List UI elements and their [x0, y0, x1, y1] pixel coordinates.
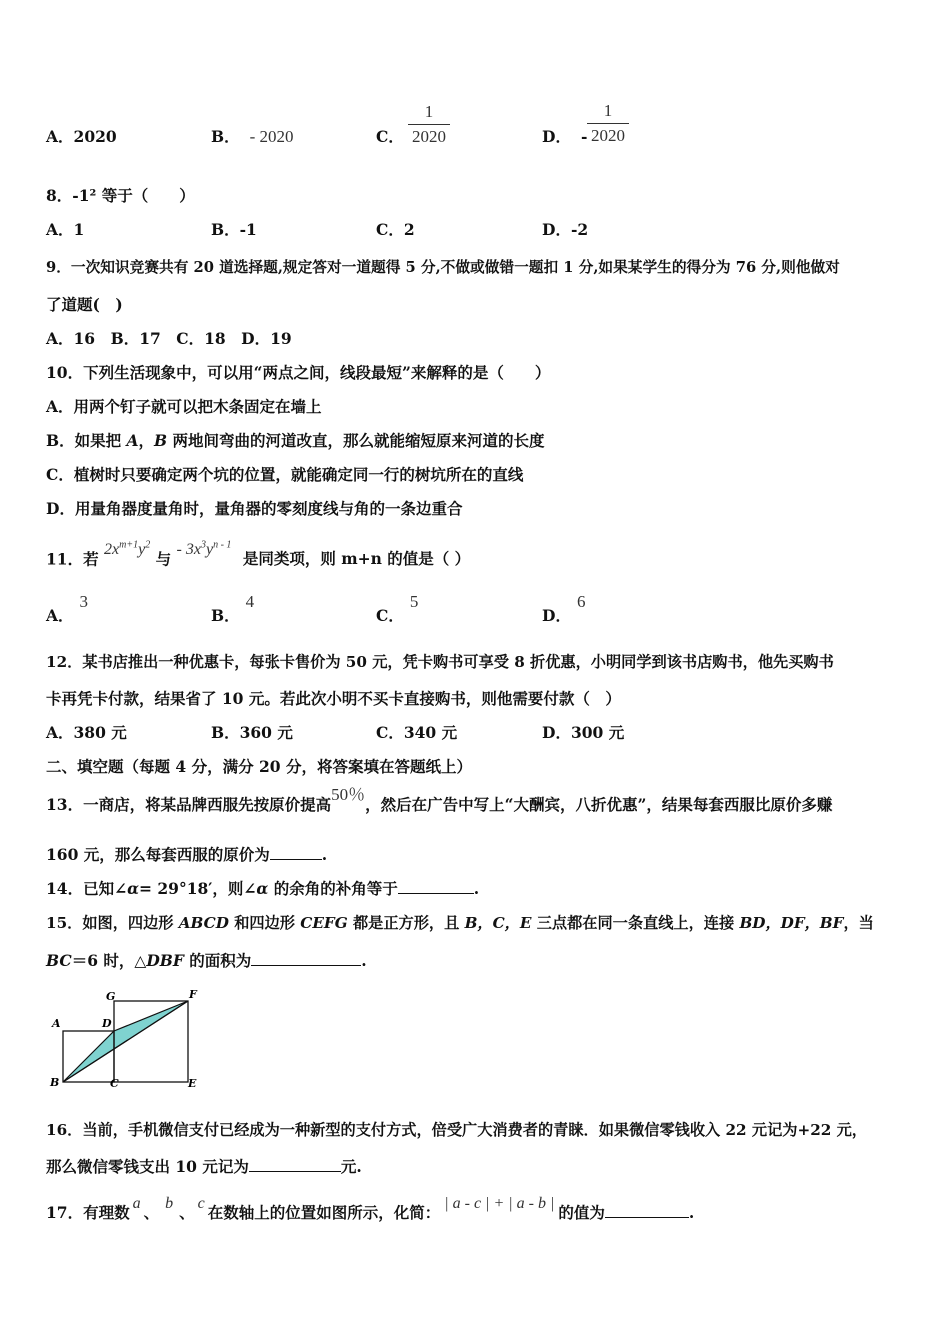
exponent: 3: [200, 540, 206, 551]
q11-option-a: [46, 592, 89, 626]
answer-blank[interactable]: [605, 1203, 689, 1218]
option-value: 5: [409, 592, 419, 611]
abs-expression: | a - c | + | a - b |: [444, 1195, 555, 1212]
q12-option-c: C．340 元: [376, 723, 458, 742]
label-g: G: [106, 990, 116, 1003]
option-value: 4: [245, 592, 255, 611]
option-value: 2020: [73, 127, 117, 146]
q8-option-b: B．-1: [211, 220, 257, 239]
text: 15．如图，四边形: [46, 914, 179, 932]
q8-option-c: C．2: [376, 220, 415, 239]
q10-stem: 10．下列生活现象中，可以用“两点之间，线段最短”来解释的是（ ）: [46, 363, 551, 382]
answer-blank[interactable]: [251, 951, 361, 966]
var-b: b: [165, 1195, 174, 1212]
label-f: F: [189, 988, 197, 1001]
text: B．如果把: [46, 431, 127, 450]
q16-stem-line2: [46, 1157, 362, 1177]
q10-option-b: [46, 431, 545, 451]
text: ，: [138, 431, 155, 450]
label-c: C: [110, 1077, 119, 1090]
q8-stem: 8．-1² 等于（ ）: [46, 186, 195, 205]
term1-y: y: [138, 541, 146, 559]
answer-blank[interactable]: [398, 879, 474, 894]
text: 、: [179, 1203, 195, 1222]
label-a: A: [52, 1017, 61, 1030]
segments: BD，DF，BF: [739, 914, 844, 932]
text: ＝6 时，△: [71, 951, 147, 970]
q11-stem: [46, 540, 471, 570]
exponent: m+1: [119, 540, 139, 551]
q12-option-a: A．380 元: [46, 723, 127, 742]
text: 的值为: [558, 1203, 605, 1222]
q15-stem-line1: [46, 913, 874, 933]
unit-text: 元.: [340, 1157, 362, 1176]
q9-stem-line1: 9．一次知识竞赛共有 20 道选择题,规定答对一道题得 5 分,不做或做错一题扣 1 分,如果某学生的得分为 76 分,则他做对: [46, 259, 840, 276]
segment-bf: [63, 1001, 188, 1082]
fraction-bar: [408, 124, 450, 125]
q13-stem-line2: [46, 845, 327, 865]
q13-stem-line1: [46, 785, 833, 815]
var-c: c: [197, 1195, 205, 1212]
answer-blank[interactable]: [270, 845, 322, 860]
q17-stem: [46, 1195, 695, 1224]
label-d: D: [102, 1017, 112, 1030]
q7-option-c-fraction: [408, 101, 450, 148]
triangle-dbf: DBF: [146, 951, 184, 970]
option-label: C．: [376, 606, 404, 625]
q11-option-d: [542, 592, 586, 626]
term2-y: y: [205, 541, 214, 559]
section-heading: 二、填空题（每题 4 分，满分 20 分，将答案填在答题纸上）: [46, 757, 472, 776]
text: 都是正方形，且: [347, 914, 465, 932]
option-value: 6: [576, 592, 586, 611]
text: 在数轴上的位置如图所示，化简：: [207, 1203, 441, 1222]
q7-option-d-fraction: [587, 100, 629, 147]
option-value: - 2020: [249, 127, 294, 146]
quad-abcd: ABCD: [178, 914, 229, 932]
q11-option-c: [376, 592, 419, 626]
numerator: 1: [424, 102, 434, 121]
text: 三点都在同一条直线上，连接: [531, 914, 740, 932]
denominator: 2020: [412, 127, 446, 146]
text: = 29°18′，则∠: [139, 879, 257, 898]
q9-options: A．16 B．17 C．18 D．19: [46, 329, 292, 348]
q12-stem-line2: 卡再凭卡付款，结果省了 10 元。若此次小明不买卡直接购书，则他需要付款（ ）: [46, 689, 621, 708]
text: ，然后在广告中写上“大酬宾，八折优惠”，结果每套西服比原价多赚: [365, 795, 833, 814]
text: .: [688, 1203, 695, 1222]
option-label: A．: [46, 606, 74, 625]
var-a: a: [132, 1195, 141, 1212]
answer-blank[interactable]: [249, 1157, 341, 1172]
q7-option-a: [46, 127, 117, 147]
q16-stem-line1: 16．当前，手机微信支付已经成为一种新型的支付方式，倍受广大消费者的青睐．如果微信零钱收入 22 元记为+22 元，: [46, 1121, 867, 1139]
text: 两地间弯曲的河道改直，那么就能缩短原来河道的长度: [167, 431, 545, 450]
text: ，当: [843, 914, 874, 932]
denominator: 2020: [591, 126, 625, 145]
label-b: B: [50, 1076, 60, 1089]
q10-option-c: C．植树时只要确定两个坑的位置，就能确定同一行的树坑所在的直线: [46, 465, 524, 484]
text: 和四边形: [228, 914, 301, 932]
text: .: [361, 951, 367, 970]
fraction-bar: [587, 123, 629, 124]
q15-stem-line2: [46, 951, 367, 971]
q15-geometry-figure: [46, 985, 216, 1095]
option-label: C．: [376, 127, 404, 146]
text: 11．若: [46, 549, 99, 569]
numerator: 1: [603, 101, 613, 120]
text: .: [321, 845, 328, 864]
option-label: A．: [46, 127, 74, 146]
option-label: D．: [542, 606, 571, 625]
text: 的余角的补角等于: [268, 879, 398, 898]
term2: [177, 541, 232, 558]
option-label: B．: [211, 127, 240, 146]
q14-stem: [46, 879, 479, 899]
term1-base: 2x: [103, 541, 120, 559]
option-label: B．: [211, 606, 240, 625]
text: 与: [155, 549, 172, 569]
label-e: E: [188, 1077, 197, 1090]
text: 17．有理数: [46, 1203, 130, 1222]
alpha-symbol: α: [256, 879, 269, 898]
text: 160 元，那么每套西服的原价为: [46, 845, 270, 864]
text: 、: [143, 1203, 160, 1222]
q11-option-b: [211, 592, 255, 626]
text: .: [473, 879, 480, 898]
point-a: A: [126, 431, 139, 450]
q7-option-c: [376, 127, 404, 147]
quad-cefg: CEFG: [300, 914, 348, 932]
term2-base: - 3x: [176, 541, 201, 559]
exponent: 2: [145, 540, 151, 551]
points-bce: B，C，E: [464, 914, 532, 932]
text: 14．已知∠: [46, 879, 128, 898]
percent-value: 50％: [331, 785, 366, 804]
q8-option-d: D．-2: [542, 220, 589, 239]
q12-option-d: D．300 元: [542, 723, 625, 742]
term1: [104, 541, 150, 558]
text: 那么微信零钱支出 10 元记为: [46, 1157, 249, 1176]
q10-option-a: A．用两个钉子就可以把木条固定在墙上: [46, 397, 322, 416]
segment-bc: BC: [46, 951, 72, 970]
q8-option-a: A．1: [46, 220, 85, 239]
text: 是同类项，则 m+n 的值是（ ）: [242, 549, 471, 569]
option-label: D．: [542, 127, 571, 146]
q12-option-b: B．360 元: [211, 723, 293, 742]
q10-option-d: D．用量角器度量角时，量角器的零刻度线与角的一条边重合: [46, 499, 463, 518]
negative-sign: -: [580, 127, 588, 146]
q9-stem-line2: 了道题( ): [46, 295, 123, 314]
q7-option-d: [542, 127, 587, 147]
text: 的面积为: [183, 951, 252, 970]
q7-option-b: [211, 127, 294, 147]
exponent: n - 1: [213, 540, 232, 551]
alpha-symbol: α: [127, 879, 139, 898]
point-b: B: [154, 431, 168, 450]
q12-stem-line1: 12．某书店推出一种优惠卡，每张卡售价为 50 元，凭卡购书可享受 8 折优惠，小明同学到该书店购书，他先买购书: [46, 653, 834, 671]
option-value: 3: [79, 592, 89, 611]
text: 13．一商店，将某品牌西服先按原价提高: [46, 795, 332, 814]
